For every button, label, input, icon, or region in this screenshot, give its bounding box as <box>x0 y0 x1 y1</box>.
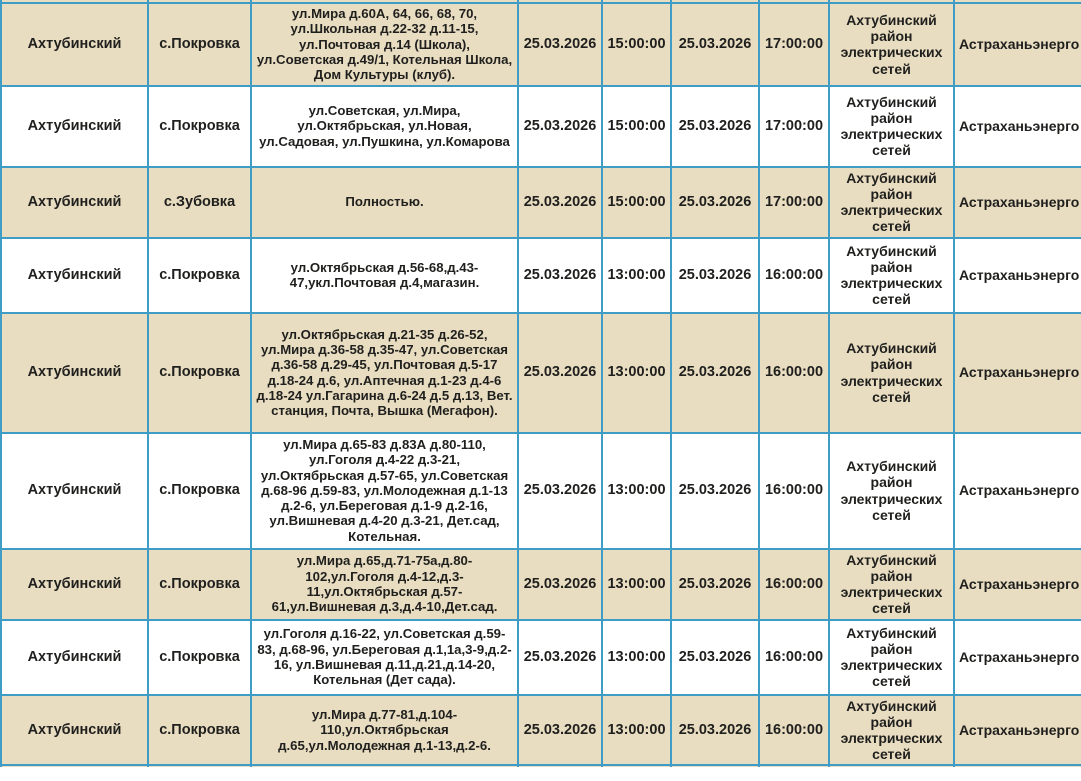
table-row <box>1 620 1081 695</box>
cell-restore-date: 25.03.2026 <box>671 620 759 695</box>
cell-restore-time: 17:00:00 <box>759 86 829 167</box>
cell-restore-time: 16:00:00 <box>759 238 829 313</box>
cell-outage-date: 25.03.2026 <box>518 695 602 766</box>
cell-district: Ахтубинский <box>1 313 148 433</box>
cell-network-org: Ахтубинский район электрических сетей <box>829 167 954 238</box>
cell-network-org: Ахтубинский район электрических сетей <box>829 313 954 433</box>
cell-district: Ахтубинский <box>1 238 148 313</box>
cell-outage-time: 13:00:00 <box>602 695 671 766</box>
cell-district: Ахтубинский <box>1 3 148 86</box>
cell-restore-date: 25.03.2026 <box>671 3 759 86</box>
cell-settlement: с.Покровка <box>148 3 251 86</box>
cell-outage-date: 25.03.2026 <box>518 86 602 167</box>
cell-energy-company: Астраханьэнерго <box>954 620 1081 695</box>
table-row <box>1 86 1081 167</box>
table-row <box>1 238 1081 313</box>
cell-district: Ахтубинский <box>1 695 148 766</box>
cell-outage-time: 15:00:00 <box>602 3 671 86</box>
cell-restore-date: 25.03.2026 <box>671 167 759 238</box>
cut-row-cell <box>829 765 954 767</box>
cell-energy-company: Астраханьэнерго <box>954 695 1081 766</box>
cell-addresses: ул.Октябрьская д.56-68,д.43-47,укл.Почтовая д.4,магазин. <box>251 238 518 313</box>
cell-restore-time: 16:00:00 <box>759 549 829 620</box>
cell-restore-time: 17:00:00 <box>759 167 829 238</box>
cell-energy-company: Астраханьэнерго <box>954 238 1081 313</box>
cell-restore-time: 16:00:00 <box>759 433 829 549</box>
cell-energy-company: Астраханьэнерго <box>954 433 1081 549</box>
cell-addresses: ул.Октябрьская д.21-35 д.26-52, ул.Мира д.36-58 д.35-47, ул.Советская д.36-58 д.29-45, ул.Почтовая д.5-17 д.18-24 д.6, ул.Аптечная д.1-23 д.4-6 д.18-24 ул.Гагарина д.6-24 д.5 д.13, Вет. станция, Почта, Вышка (Мегафон). <box>251 313 518 433</box>
cell-energy-company: Астраханьэнерго <box>954 3 1081 86</box>
table-row <box>1 167 1081 238</box>
cell-energy-company: Астраханьэнерго <box>954 313 1081 433</box>
table-row <box>1 695 1081 766</box>
cell-network-org: Ахтубинский район электрических сетей <box>829 238 954 313</box>
cell-district: Ахтубинский <box>1 433 148 549</box>
cell-settlement: с.Покровка <box>148 695 251 766</box>
cut-row-cell <box>759 765 829 767</box>
cell-outage-time: 13:00:00 <box>602 620 671 695</box>
cell-outage-date: 25.03.2026 <box>518 549 602 620</box>
cut-row-cell <box>148 765 251 767</box>
cell-addresses: ул.Советская, ул.Мира, ул.Октябрьская, ул.Новая, ул.Садовая, ул.Пушкина, ул.Комарова <box>251 86 518 167</box>
cell-settlement: с.Покровка <box>148 86 251 167</box>
cell-district: Ахтубинский <box>1 620 148 695</box>
cell-addresses: ул.Гоголя д.16-22, ул.Советская д.59-83, д.68-96, ул.Береговая д.1,1а,3-9,д.2-16, ул.Вишневая д.11,д.21,д.14-20, Котельная (Дет сада). <box>251 620 518 695</box>
cell-restore-time: 17:00:00 <box>759 3 829 86</box>
cell-settlement: с.Зубовка <box>148 167 251 238</box>
cell-outage-date: 25.03.2026 <box>518 620 602 695</box>
cell-settlement: с.Покровка <box>148 433 251 549</box>
cell-outage-time: 13:00:00 <box>602 238 671 313</box>
cell-network-org: Ахтубинский район электрических сетей <box>829 695 954 766</box>
cut-row-cell <box>518 765 602 767</box>
cell-restore-time: 16:00:00 <box>759 313 829 433</box>
cell-outage-date: 25.03.2026 <box>518 238 602 313</box>
cell-restore-time: 16:00:00 <box>759 695 829 766</box>
cell-restore-date: 25.03.2026 <box>671 313 759 433</box>
cell-energy-company: Астраханьэнерго <box>954 549 1081 620</box>
cell-restore-date: 25.03.2026 <box>671 549 759 620</box>
cell-settlement: с.Покровка <box>148 313 251 433</box>
cell-network-org: Ахтубинский район электрических сетей <box>829 620 954 695</box>
cell-outage-date: 25.03.2026 <box>518 313 602 433</box>
table-row <box>1 313 1081 433</box>
cell-settlement: с.Покровка <box>148 620 251 695</box>
cell-outage-date: 25.03.2026 <box>518 3 602 86</box>
cell-outage-date: 25.03.2026 <box>518 167 602 238</box>
cell-outage-date: 25.03.2026 <box>518 433 602 549</box>
cell-outage-time: 13:00:00 <box>602 313 671 433</box>
cell-outage-time: 13:00:00 <box>602 549 671 620</box>
cell-restore-date: 25.03.2026 <box>671 433 759 549</box>
cell-settlement: с.Покровка <box>148 238 251 313</box>
cell-network-org: Ахтубинский район электрических сетей <box>829 549 954 620</box>
cell-restore-time: 16:00:00 <box>759 620 829 695</box>
cell-settlement: с.Покровка <box>148 549 251 620</box>
cell-addresses: ул.Мира д.77-81,д.104-110,ул.Октябрьская д.65,ул.Молодежная д.1-13,д.2-6. <box>251 695 518 766</box>
cell-outage-time: 13:00:00 <box>602 433 671 549</box>
cell-outage-time: 15:00:00 <box>602 167 671 238</box>
cropped-row-bottom <box>1 765 1081 767</box>
cell-energy-company: Астраханьэнерго <box>954 86 1081 167</box>
cell-energy-company: Астраханьэнерго <box>954 167 1081 238</box>
cut-row-cell <box>251 765 518 767</box>
table-row <box>1 549 1081 620</box>
cell-outage-time: 15:00:00 <box>602 86 671 167</box>
cell-district: Ахтубинский <box>1 86 148 167</box>
cell-network-org: Ахтубинский район электрических сетей <box>829 3 954 86</box>
cut-row-cell <box>602 765 671 767</box>
cell-addresses: ул.Мира д.65,д.71-75а,д.80-102,ул.Гоголя д.4-12,д.3-11,ул.Октябрьская д.57-61,ул.Вишневая д.3,д.4-10,Дет.сад. <box>251 549 518 620</box>
cell-district: Ахтубинский <box>1 167 148 238</box>
cell-restore-date: 25.03.2026 <box>671 238 759 313</box>
cell-addresses: Полностью. <box>251 167 518 238</box>
cell-district: Ахтубинский <box>1 549 148 620</box>
cut-row-cell <box>671 765 759 767</box>
cell-addresses: ул.Мира д.60А, 64, 66, 68, 70, ул.Школьная д.22-32 д.11-15, ул.Почтовая д.14 (Школа), ул.Советская д.49/1, Котельная Школа, Дом Культуры (клуб). <box>251 3 518 86</box>
cell-restore-date: 25.03.2026 <box>671 86 759 167</box>
cell-network-org: Ахтубинский район электрических сетей <box>829 86 954 167</box>
cut-row-cell <box>1 765 148 767</box>
cell-addresses: ул.Мира д.65-83 д.83А д.80-110, ул.Гоголя д.4-22 д.3-21, ул.Октябрьская д.57-65, ул.Советская д.68-96 д.59-83, ул.Молодежная д.1-13 д.2-6, ул.Береговая д.1-9 д.2-16, ул.Вишневая д.4-20 д.3-21, Дет.сад, Котельная. <box>251 433 518 549</box>
table-row <box>1 3 1081 86</box>
cell-network-org: Ахтубинский район электрических сетей <box>829 433 954 549</box>
cut-row-cell <box>954 765 1081 767</box>
cell-restore-date: 25.03.2026 <box>671 695 759 766</box>
table-row <box>1 433 1081 549</box>
